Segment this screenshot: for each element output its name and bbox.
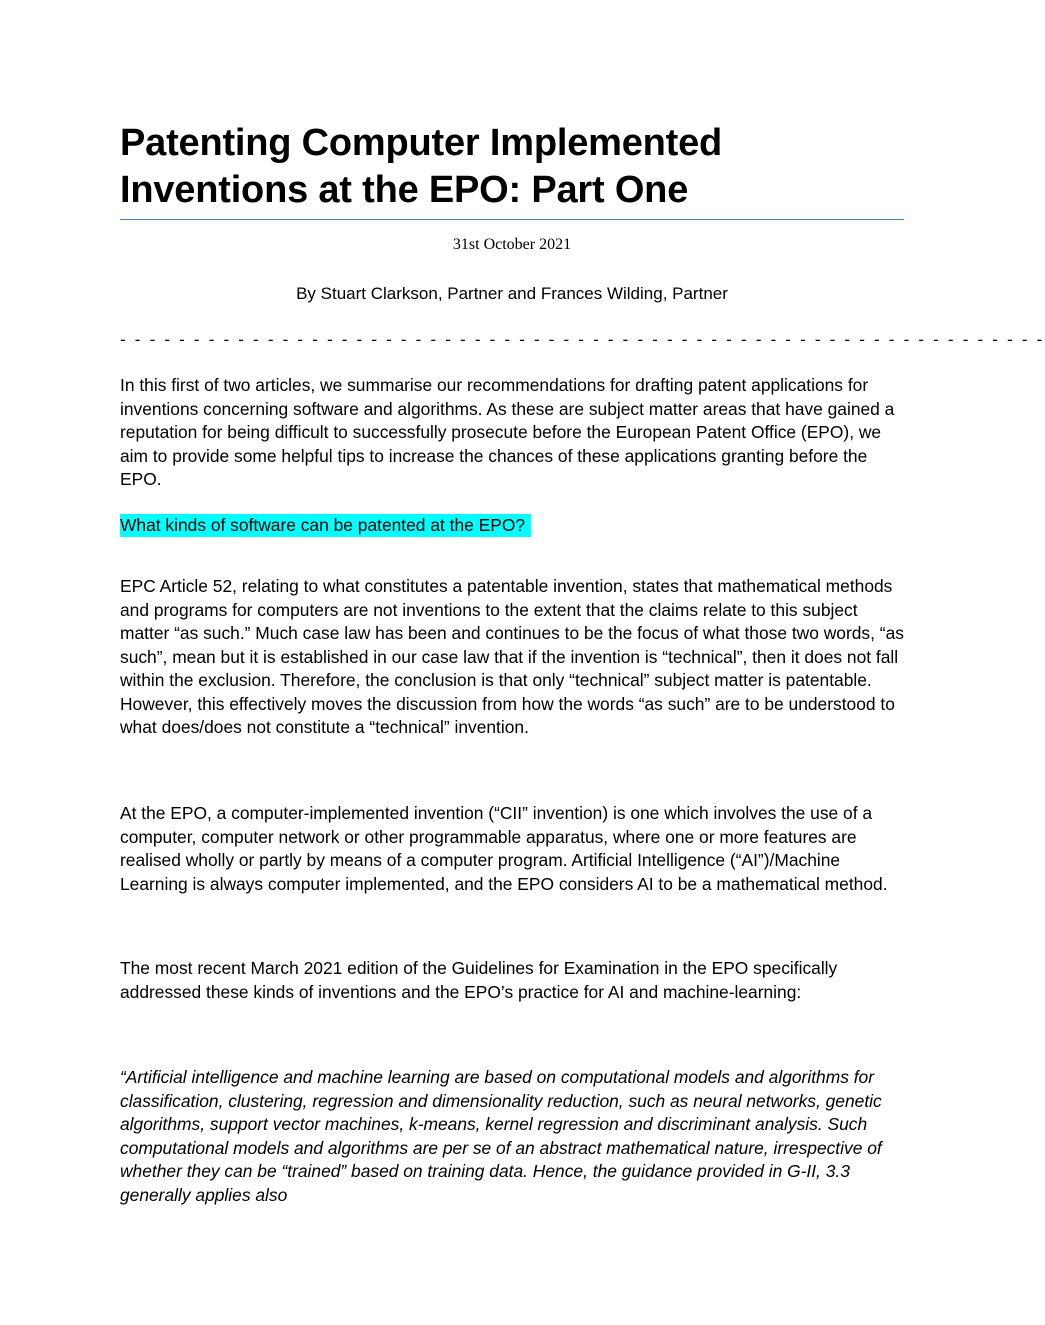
title-line-2: Inventions at the EPO: Part One [120,169,689,211]
title-divider [120,219,904,220]
title-line-1: Patenting Computer Implemented [120,122,723,164]
body-paragraph-3: The most recent March 2021 edition of the Guidelines for Examination in the EPO specifically addressed these kinds of inventions and the EPO’s practice for AI and machine-learning: [120,958,838,1002]
author-byline: By Stuart Clarkson, Partner and Frances Wilding, Partner [296,284,728,303]
section-heading: What kinds of software can be patented at the EPO? [120,514,531,537]
publication-date: 31st October 2021 [452,236,572,253]
guidelines-quote: “Artificial intelligence and machine learning are based on computational models and algorithms for classification, clustering, regression and dimensionality reduction, such as neural networks, genetic algorithms, support vector machines, k-means, kernel regression and discriminant analysis. Such computational models and algorithms are per se of an abstract mathematical nature, irrespective of whether they can be “trained” based on training data. Hence, the guidance provided in G-II, 3.3 generally applies also [120,1067,882,1205]
body-paragraph-1: EPC Article 52, relating to what constitutes a patentable invention, states that mathematical methods and programs for computers are not inventions to the extent that the claims relate to this subject matter “as such.” Much case law has been and continues to be the focus of what those two words, “as such”, mean but it is established in our case law that if the invention is “technical”, then it does not fall within the exclusion. Therefore, the conclusion is that only “technical” subject matter is patentable. However, this effectively moves the discussion from how the words “as such” are to be understood to what does/does not constitute a “technical” invention. [120,576,904,737]
intro-paragraph: In this first of two articles, we summarise our recommendations for drafting patent applications for inventions concerning software and algorithms. As these are subject matter areas that have gained a reputation for being difficult to successfully prosecute before the European Patent Office (EPO), we aim to provide some helpful tips to increase the chances of these applications granting before the EPO. [120,375,895,489]
dashed-separator: - - - - - - - - - - - - - - - - - - - - - - - - - - - - - - - - - - - - - - - - - - - - - - - - - - - - - - - - - - - - - - - [120,330,1045,349]
page-title [120,120,904,214]
body-paragraph-2: At the EPO, a computer-implemented invention (“CII” invention) is one which involves the use of a computer, computer network or other programmable apparatus, where one or more features are realised wholly or partly by means of a computer program. Artificial Intelligence (“AI”)/Machine Learning is always computer implemented, and the EPO considers AI to be a mathematical method. [120,803,888,894]
